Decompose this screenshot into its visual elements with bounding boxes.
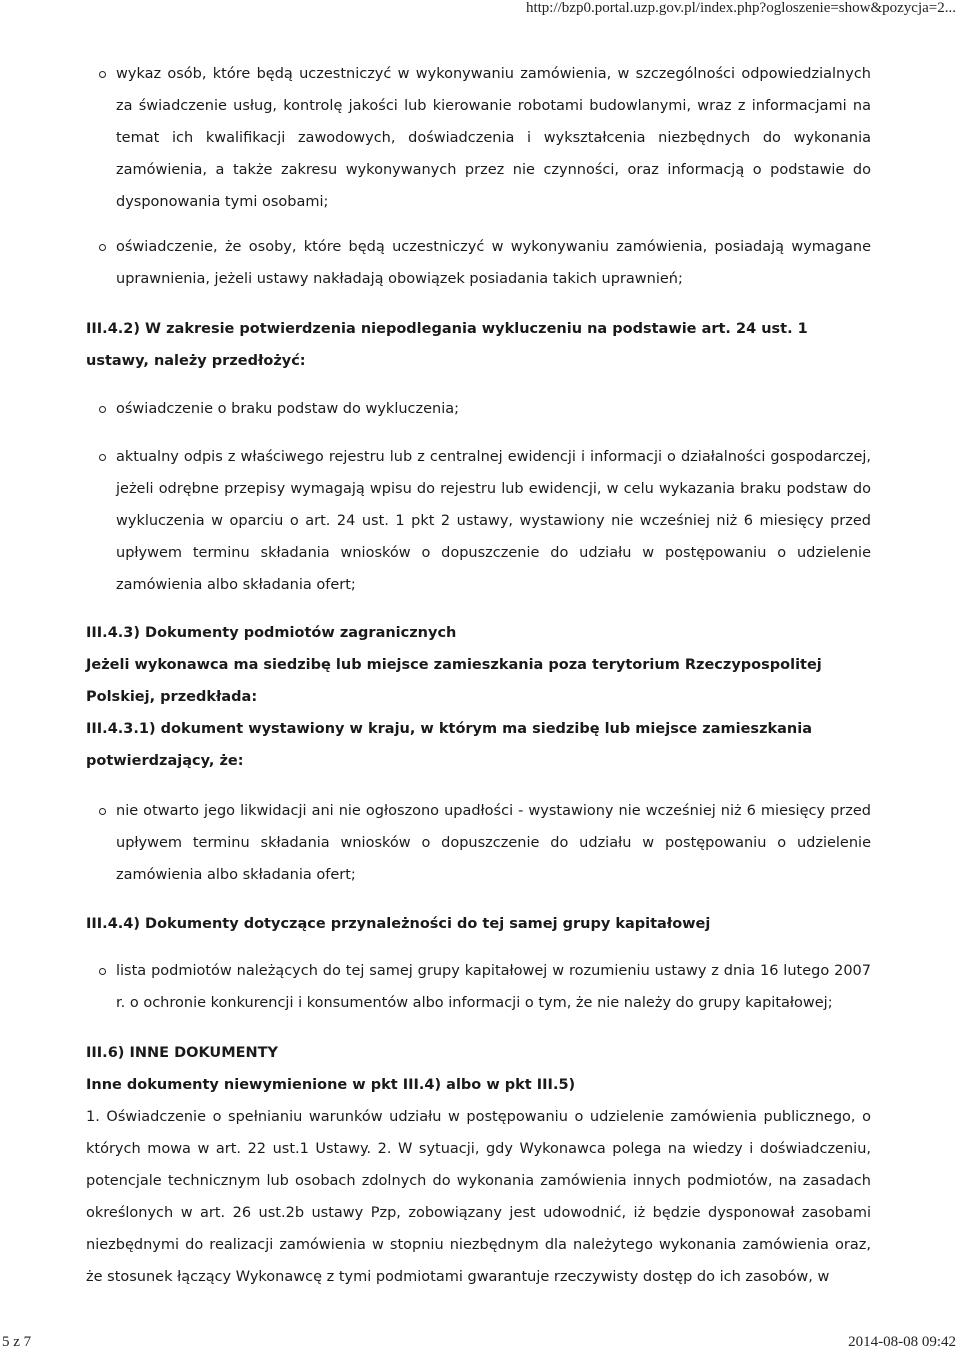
page-number: 5 z 7	[2, 1334, 32, 1350]
list-item: aktualny odpis z właściwego rejestru lub z centralnej ewidencji i informacji o działalności gospodarczej, jeżeli odrębne przepisy wymagają wpisu do rejestru lub ewidencji, w celu wykazania braku podstaw do wykluczenia w oparciu o art. 24 ust. 1 pkt 2 ustawy, wystawiony nie wcześniej niż 6 miesięcy przed upływem terminu składania wniosków o dopuszczenie do udziału w postępowaniu o udzielenie zamówienia albo składania ofert;	[116, 441, 871, 601]
section-heading-iii-4-2: III.4.2) W zakresie potwierdzenia niepodlegania wykluczeniu na podstawie art. 24 ust. 1 ustawy, należy przedłożyć:	[86, 321, 808, 369]
section-heading-iii-6: III.6) INNE DOKUMENTY	[86, 1045, 279, 1061]
list-item: nie otwarto jego likwidacji ani nie ogłoszono upadłości - wystawiony nie wcześniej niż 6 miesięcy przed upływem terminu składania wniosków o dopuszczenie do udziału w postępowaniu o udzielenie zamówienia albo składania ofert;	[116, 795, 871, 891]
list-item: oświadczenie o braku podstaw do wykluczenia;	[116, 393, 871, 425]
section-subheading-other-docs: Inne dokumenty niewymienione w pkt III.4) albo w pkt III.5)	[86, 1077, 576, 1093]
list-item: wykaz osób, które będą uczestniczyć w wykonywaniu zamówienia, w szczególności odpowiedzialnych za świadczenie usług, kontrolę jakości lub kierowanie robotami budowlanymi, wraz z informacjami na temat ich kwalifikacji zawodowych, doświadczenia i wykształcenia niezbędnych do wykonania zamówienia, a także zakresu wykonywanych przez nie czynności, oraz informacją o podstawie do dysponowania tymi osobami;	[116, 58, 871, 218]
section-body-other-docs: 1. Oświadczenie o spełnianiu warunków udziału w postępowaniu o udzielenie zamówienia publicznego, o których mowa w art. 22 ust.1 Ustawy. 2. W sytuacji, gdy Wykonawca polega na wiedzy i doświadczeniu, potencjale technicznym lub osobach zdolnych do wykonania zamówienia innych podmiotów, na zasadach określonych w art. 26 ust.2b ustawy Pzp, zobowiązany jest udowodnić, iż będzie dysponował zasobami niezbędnymi do realizacji zamówienia w stopniu niezbędnym dla należytego wykonania zamówienia oraz, że stosunek łączący Wykonawcę z tymi podmiotami gwarantuje rzeczywisty dostęp do ich zasobów, w	[86, 1109, 871, 1285]
section-heading-iii-4-4: III.4.4) Dokumenty dotyczące przynależności do tej samej grupy kapitałowej	[86, 916, 711, 932]
section-heading-iii-4-3-1: III.4.3.1) dokument wystawiony w kraju, w którym ma siedzibę lub miejsce zamieszkania potwierdzający, że:	[86, 721, 813, 769]
section-subheading-foreign: Jeżeli wykonawca ma siedzibę lub miejsce zamieszkania poza terytorium Rzeczypospolitej Polskiej, przedkłada:	[86, 657, 822, 705]
page-url: http://bzp0.portal.uzp.gov.pl/index.php?ogloszenie=show&pozycja=2...	[525, 0, 956, 16]
print-datetime: 2014-08-08 09:42	[848, 1334, 956, 1350]
section-heading-iii-4-3: III.4.3) Dokumenty podmiotów zagranicznych	[86, 625, 457, 641]
list-item: lista podmiotów należących do tej samej grupy kapitałowej w rozumieniu ustawy z dnia 16 lutego 2007 r. o ochronie konkurencji i konsumentów albo informacji o tym, że nie należy do grupy kapitałowej;	[116, 955, 871, 1019]
list-item: oświadczenie, że osoby, które będą uczestniczyć w wykonywaniu zamówienia, posiadają wymagane uprawnienia, jeżeli ustawy nakładają obowiązek posiadania takich uprawnień;	[116, 231, 871, 295]
